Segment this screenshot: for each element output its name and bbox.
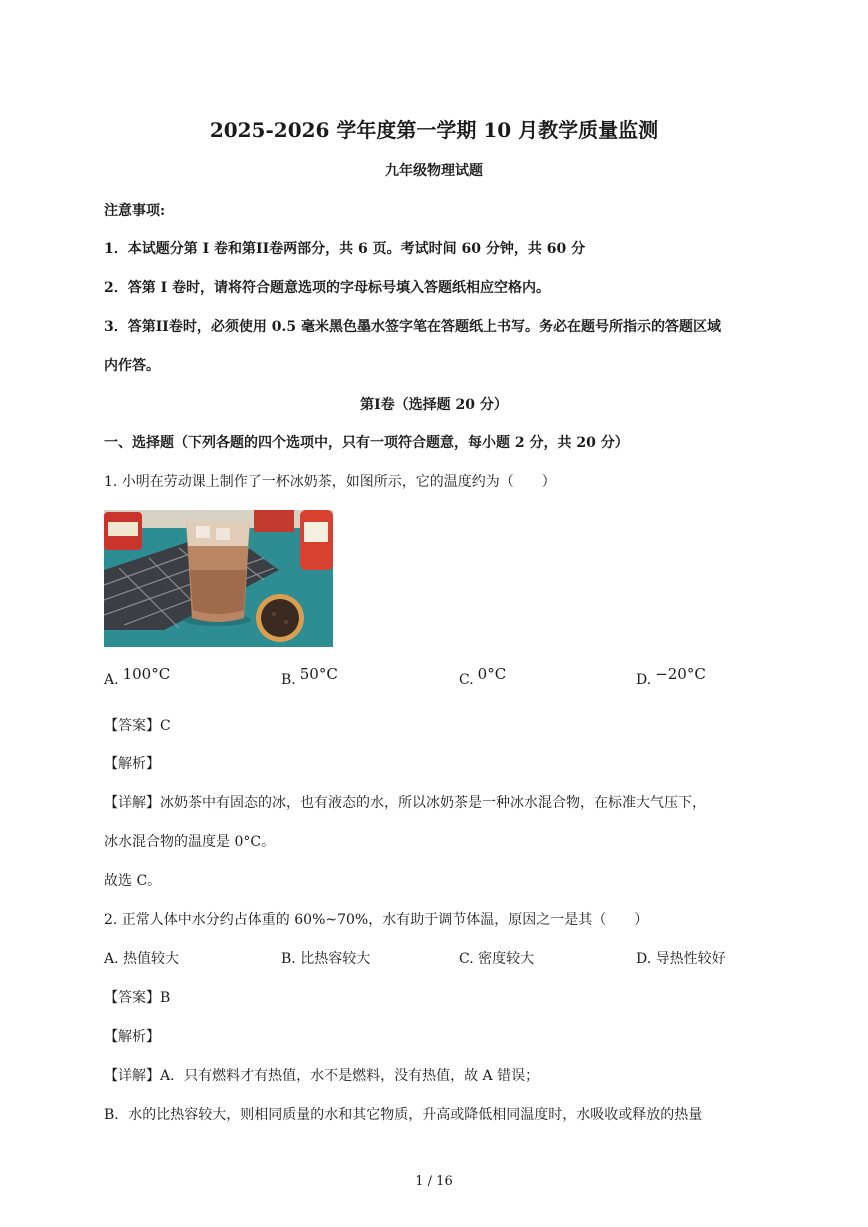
q2-option-a-value: 热值较大 xyxy=(123,951,180,967)
q2-option-b-letter: B. xyxy=(281,951,296,967)
q2-analysis-label: 【解析】 xyxy=(104,1029,160,1045)
question-1-stem: 1. 小明在劳动课上制作了一杯冰奶茶，如图所示，它的温度约为（ ） xyxy=(104,474,556,490)
q2-option-d-letter: D. xyxy=(636,951,652,967)
page-number: 1 / 16 xyxy=(415,1174,453,1189)
q1-option-d-value: −20°C xyxy=(655,665,706,683)
q2-option-b xyxy=(281,948,370,968)
notes-heading: 注意事项: xyxy=(104,203,166,219)
q2-option-c xyxy=(459,948,534,968)
q2-option-d xyxy=(636,948,726,968)
q2-answer: 【答案】B xyxy=(104,990,171,1006)
q1-option-b xyxy=(281,665,338,688)
iced-milk-tea-photo xyxy=(104,510,333,647)
note-item-1: 1．本试题分第 I 卷和第II卷两部分，共 6 页。考试时间 60 分钟，共 60 分 xyxy=(104,241,586,257)
q1-option-c-value: 0°C xyxy=(477,665,507,683)
part-heading: 一、选择题（下列各题的四个选项中，只有一项符合题意，每小题 2 分，共 20 分） xyxy=(104,435,629,451)
document-subtitle: 九年级物理试题 xyxy=(385,163,483,179)
q2-detail-line-1: 【详解】A．只有燃料才有热值，水不是燃料，没有热值，故 A 错误； xyxy=(104,1068,540,1084)
q1-option-a xyxy=(104,665,171,688)
q2-option-a xyxy=(104,948,179,968)
q2-detail-line-2: B．水的比热容较大，则相同质量的水和其它物质，升高或降低相同温度时，水吸收或释放的热量 xyxy=(104,1107,703,1123)
q1-option-b-value: 50°C xyxy=(299,665,338,683)
q1-option-a-letter: A. xyxy=(104,672,119,688)
q1-option-c-letter: C. xyxy=(459,672,474,688)
q2-option-c-value: 密度较大 xyxy=(478,951,535,967)
q1-conclusion: 故选 C。 xyxy=(104,873,162,889)
section-title: 第Ⅰ卷（选择题 20 分） xyxy=(360,397,508,413)
q1-option-b-letter: B. xyxy=(281,672,296,688)
q1-option-d-letter: D. xyxy=(636,672,652,688)
q2-option-b-value: 比热容较大 xyxy=(300,951,371,967)
q2-option-c-letter: C. xyxy=(459,951,474,967)
q1-answer: 【答案】C xyxy=(104,718,171,734)
note-item-2: 2．答第 I 卷时，请将符合题意选项的字母标号填入答题纸相应空格内。 xyxy=(104,280,551,296)
question-2-stem: 2. 正常人体中水分约占体重的 60%~70%，水有助于调节体温，原因之一是其（ ） xyxy=(104,912,649,928)
q1-option-d xyxy=(636,665,706,688)
note-item-3-cont: 内作答。 xyxy=(104,358,160,374)
document-title: 2025-2026 学年度第一学期 10 月教学质量监测 xyxy=(209,118,659,142)
q1-detail-line-1: 【详解】冰奶茶中有固态的冰，也有液态的水，所以冰奶茶是一种冰水混合物，在标准大气压下， xyxy=(104,795,706,811)
q1-option-c xyxy=(459,665,507,688)
q1-detail-line-2: 冰水混合物的温度是 0°C。 xyxy=(104,834,276,850)
q2-option-d-value: 导热性较好 xyxy=(655,951,726,967)
q1-analysis-label: 【解析】 xyxy=(104,756,160,772)
note-item-3: 3．答第II卷时，必须使用 0.5 毫米黑色墨水签字笔在答题纸上书写。务必在题号所指示的答题区域 xyxy=(104,319,721,335)
q1-option-a-value: 100°C xyxy=(122,665,171,683)
q2-option-a-letter: A. xyxy=(104,951,119,967)
